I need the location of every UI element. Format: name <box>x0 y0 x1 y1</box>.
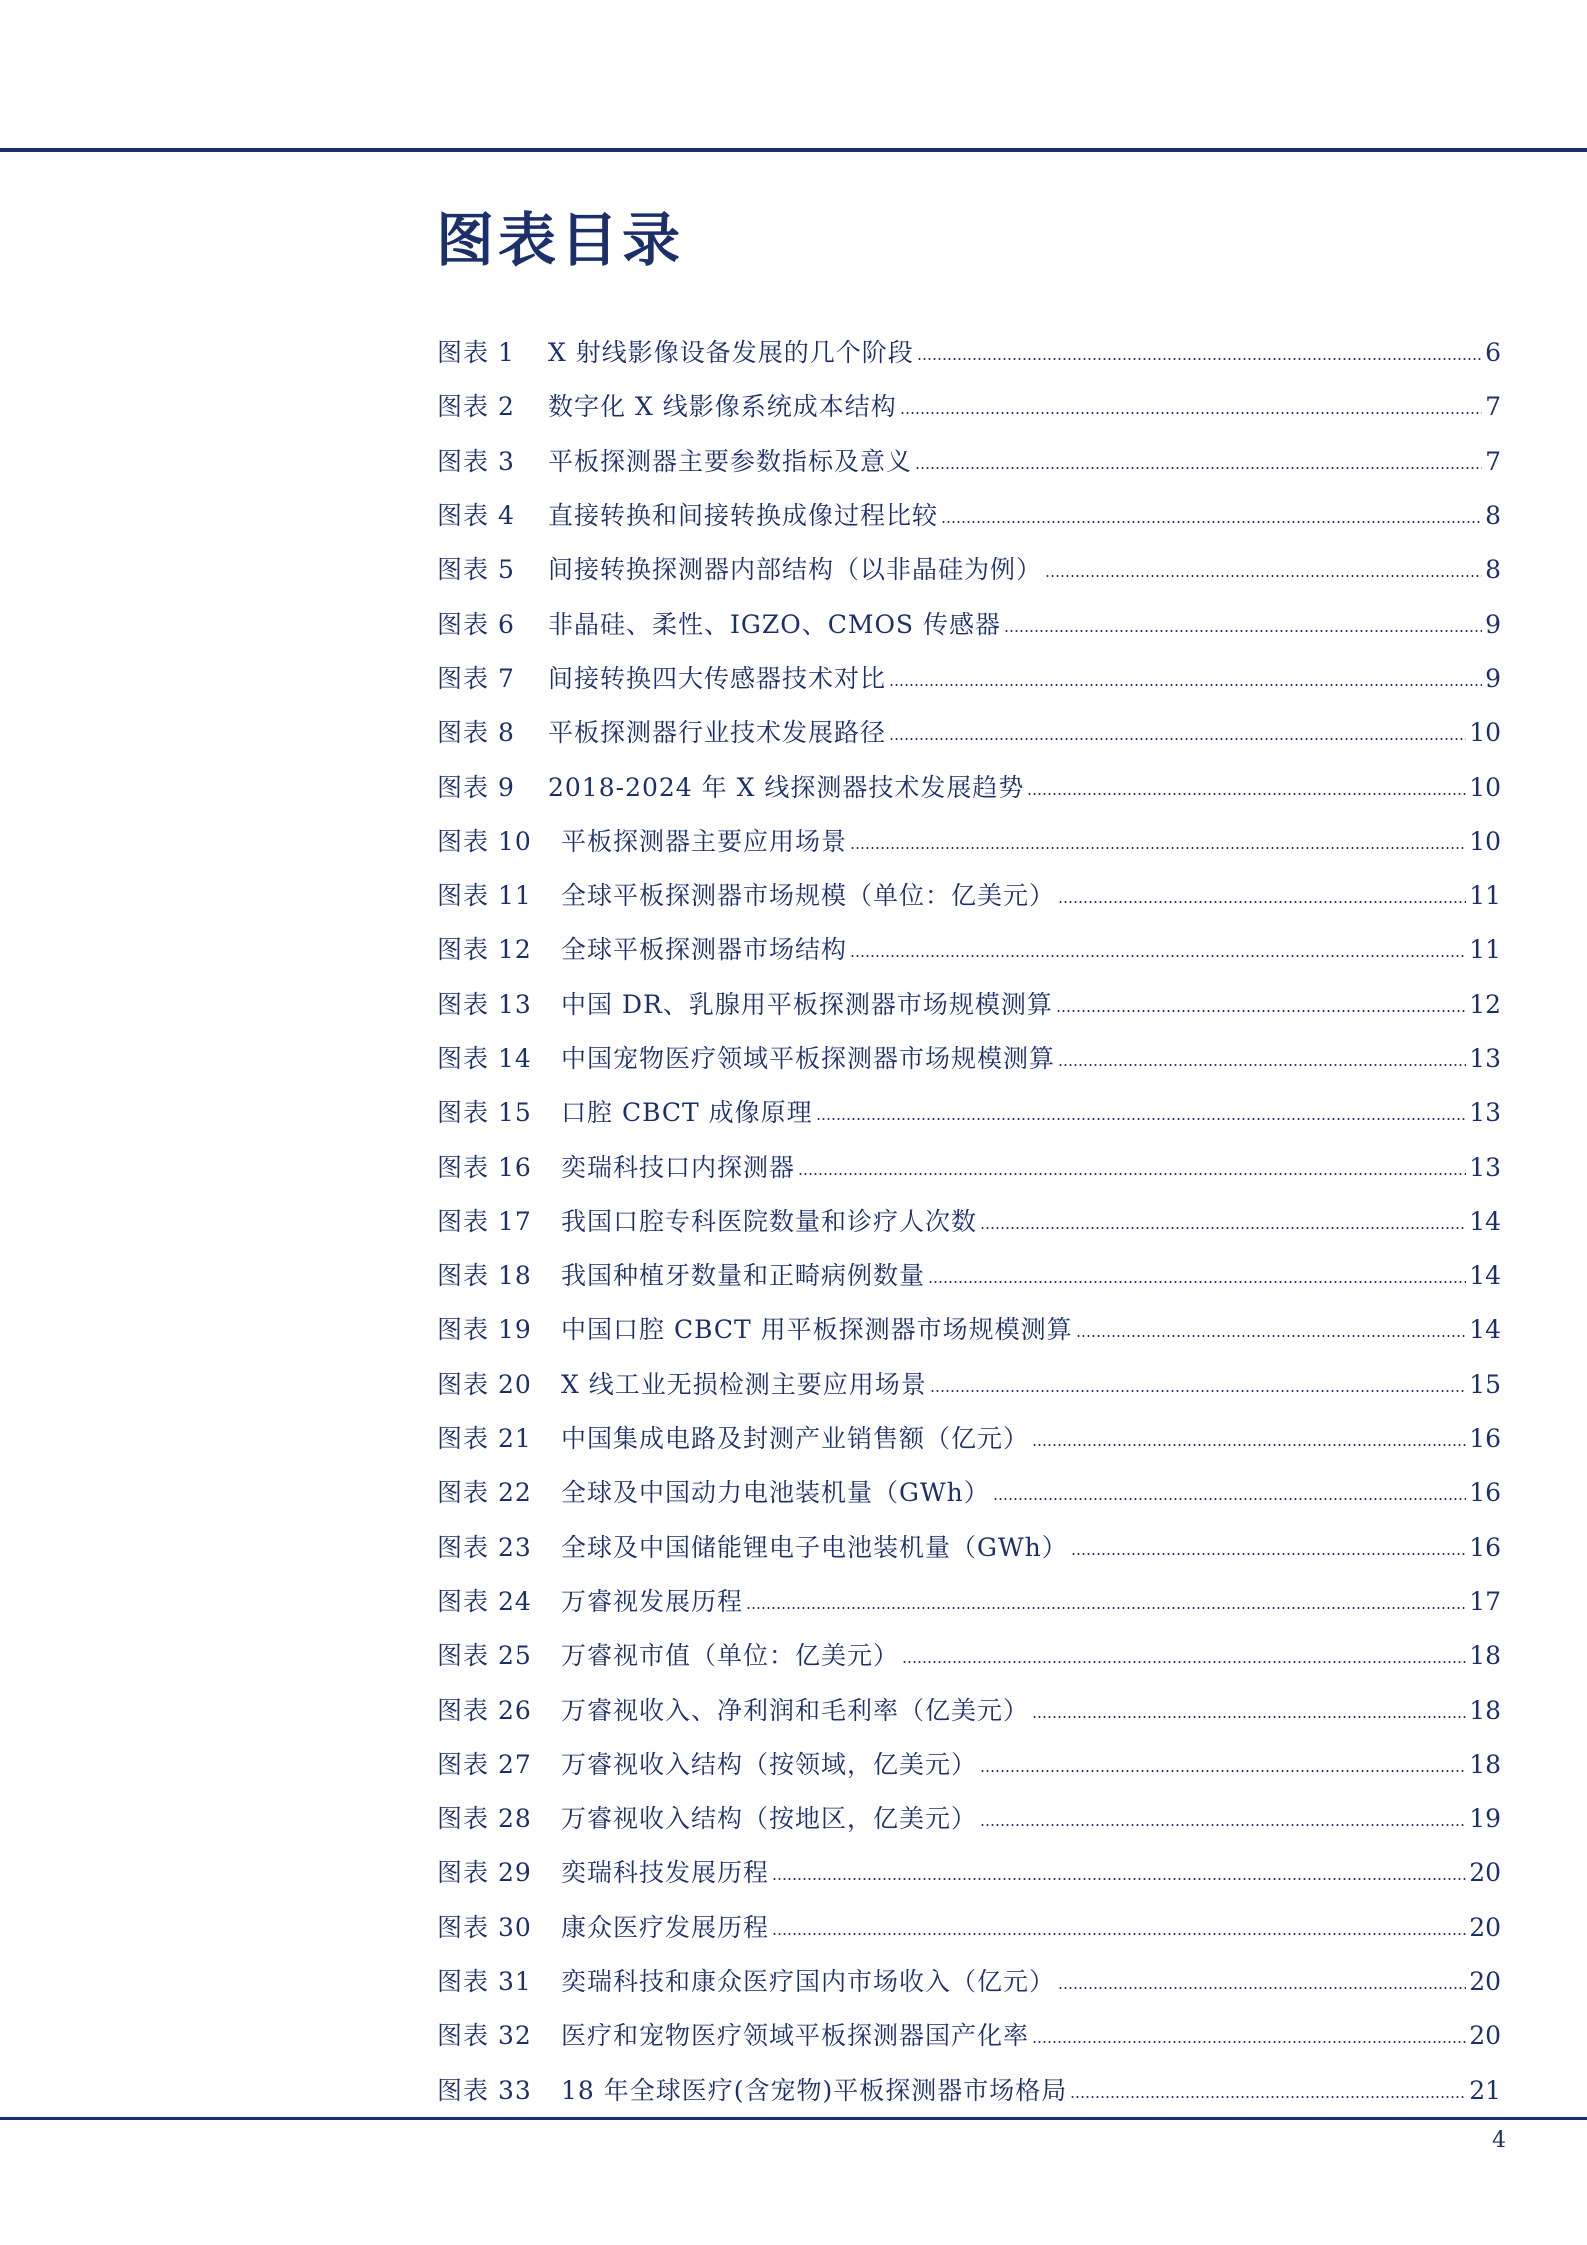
toc-entry[interactable] <box>437 706 1501 760</box>
dot-leader <box>1056 1010 1466 1012</box>
figure-label: 图表 9 <box>437 772 515 802</box>
figure-label: 图表 29 <box>437 1858 532 1888</box>
table-of-figures <box>437 326 1501 2118</box>
figure-label: 图表 25 <box>437 1641 532 1671</box>
figure-title: 直接转换和间接转换成像过程比较 <box>548 501 939 531</box>
dot-leader <box>746 1607 1466 1609</box>
figure-label: 图表 1 <box>437 338 515 368</box>
figure-label: 图表 17 <box>437 1206 532 1236</box>
figure-page-number: 7 <box>1485 392 1501 422</box>
dot-leader <box>1027 793 1466 795</box>
toc-entry[interactable] <box>437 1466 1501 1520</box>
figure-title: 口腔 CBCT 成像原理 <box>561 1098 813 1128</box>
figure-title: 我国口腔专科医院数量和诊疗人次数 <box>561 1206 978 1236</box>
figure-page-number: 8 <box>1485 501 1501 531</box>
figure-page-number: 15 <box>1469 1369 1501 1399</box>
figure-page-number: 13 <box>1469 1152 1501 1182</box>
dot-leader <box>1032 1716 1466 1718</box>
toc-entry[interactable] <box>437 1303 1501 1357</box>
toc-entry[interactable] <box>437 760 1501 814</box>
figure-title: 平板探测器主要应用场景 <box>561 826 848 856</box>
toc-entry[interactable] <box>437 1086 1501 1140</box>
figure-label: 图表 16 <box>437 1152 532 1182</box>
toc-entry[interactable] <box>437 1629 1501 1683</box>
figure-title: 奕瑞科技口内探测器 <box>561 1152 796 1182</box>
toc-entry[interactable] <box>437 1738 1501 1792</box>
dot-leader <box>1058 901 1466 903</box>
figure-label: 图表 12 <box>437 935 532 965</box>
figure-page-number: 16 <box>1469 1478 1501 1508</box>
dot-leader <box>993 1498 1466 1500</box>
dot-leader <box>1045 575 1482 577</box>
figure-title: 中国宠物医疗领域平板探测器市场规模测算 <box>561 1044 1056 1073</box>
figure-page-number: 10 <box>1469 826 1501 856</box>
figure-label: 图表 10 <box>437 826 532 856</box>
figure-page-number: 8 <box>1485 555 1501 585</box>
toc-entry[interactable] <box>437 923 1501 977</box>
dot-leader <box>772 1878 1466 1880</box>
dot-leader <box>816 1118 1467 1120</box>
figure-page-number: 18 <box>1469 1695 1501 1725</box>
figure-page-number: 11 <box>1469 935 1501 965</box>
figure-title: 中国集成电路及封测产业销售额（亿元） <box>561 1424 1030 1454</box>
toc-entry[interactable] <box>437 2009 1501 2063</box>
figure-title: 平板探测器行业技术发展路径 <box>548 718 887 748</box>
dot-leader <box>902 1661 1466 1663</box>
figure-title: 全球及中国动力电池装机量（GWh） <box>561 1478 990 1508</box>
figure-page-number: 10 <box>1469 718 1501 748</box>
figure-page-number: 13 <box>1469 1098 1501 1128</box>
top-rule <box>0 148 1587 152</box>
figure-page-number: 14 <box>1469 1261 1501 1291</box>
figure-title: 万睿视发展历程 <box>561 1586 744 1616</box>
figure-page-number: 21 <box>1469 2075 1501 2105</box>
dot-leader <box>930 1390 1466 1392</box>
dot-leader <box>980 1770 1466 1772</box>
toc-entry[interactable] <box>437 435 1501 489</box>
figure-page-number: 11 <box>1469 881 1501 911</box>
figure-page-number: 13 <box>1469 1044 1501 1073</box>
dot-leader <box>980 1824 1466 1826</box>
figure-page-number: 14 <box>1469 1206 1501 1236</box>
figure-page-number: 20 <box>1469 2021 1501 2051</box>
figure-page-number: 20 <box>1469 1912 1501 1942</box>
dot-leader <box>1076 1335 1467 1337</box>
figure-page-number: 18 <box>1469 1641 1501 1671</box>
figure-label: 图表 24 <box>437 1586 532 1616</box>
figure-label: 图表 6 <box>437 609 515 639</box>
dot-leader <box>850 955 1466 957</box>
toc-entry[interactable] <box>437 1955 1501 2009</box>
dot-leader <box>917 358 1482 360</box>
figure-page-number: 7 <box>1485 446 1501 476</box>
figure-page-number: 17 <box>1469 1586 1501 1616</box>
toc-entry[interactable] <box>437 1195 1501 1249</box>
dot-leader <box>889 684 1482 686</box>
page-title: 图表目录 <box>436 206 685 274</box>
figure-title: 中国口腔 CBCT 用平板探测器市场规模测算 <box>561 1315 1073 1345</box>
toc-entry[interactable] <box>437 326 1501 380</box>
toc-entry[interactable] <box>437 380 1501 434</box>
figure-page-number: 19 <box>1469 1804 1501 1834</box>
figure-label: 图表 7 <box>437 663 515 693</box>
dot-leader <box>1004 630 1482 632</box>
dot-leader <box>850 847 1466 849</box>
figure-title: 全球平板探测器市场规模（单位：亿美元） <box>561 881 1056 911</box>
figure-title: 数字化 X 线影像系统成本结构 <box>548 392 897 422</box>
figure-title: 医疗和宠物医疗领域平板探测器国产化率 <box>561 2021 1030 2051</box>
toc-entry[interactable] <box>437 1249 1501 1303</box>
figure-title: 全球及中国储能锂电子电池装机量（GWh） <box>561 1532 1068 1562</box>
figure-label: 图表 4 <box>437 501 515 531</box>
toc-entry[interactable] <box>437 1140 1501 1194</box>
figure-label: 图表 20 <box>437 1369 532 1399</box>
figure-title: 万睿视收入结构（按领域，亿美元） <box>561 1749 978 1779</box>
dot-leader <box>1058 1064 1466 1066</box>
figure-label: 图表 26 <box>437 1695 532 1725</box>
toc-entry[interactable] <box>437 1412 1501 1466</box>
toc-entry[interactable] <box>437 1032 1501 1086</box>
figure-label: 图表 5 <box>437 555 515 585</box>
figure-label: 图表 19 <box>437 1315 532 1345</box>
figure-title: 全球平板探测器市场结构 <box>561 935 848 965</box>
figure-label: 图表 18 <box>437 1261 532 1291</box>
dot-leader <box>889 738 1466 740</box>
toc-entry[interactable] <box>437 815 1501 869</box>
figure-title: 我国种植牙数量和正畸病例数量 <box>561 1261 926 1291</box>
dot-leader <box>1070 2096 1466 2098</box>
bottom-rule <box>0 2117 1587 2120</box>
dot-leader <box>900 412 1482 414</box>
toc-entry[interactable] <box>437 1792 1501 1846</box>
figure-page-number: 9 <box>1485 609 1501 639</box>
figure-page-number: 14 <box>1469 1315 1501 1345</box>
figure-title: 万睿视收入、净利润和毛利率（亿美元） <box>561 1695 1030 1725</box>
dot-leader <box>915 467 1482 469</box>
dot-leader <box>1032 1444 1466 1446</box>
toc-entry[interactable] <box>437 869 1501 923</box>
figure-label: 图表 8 <box>437 718 515 748</box>
dot-leader <box>1071 1553 1466 1555</box>
figure-label: 图表 3 <box>437 446 515 476</box>
figure-title: X 线工业无损检测主要应用场景 <box>561 1369 927 1399</box>
figure-label: 图表 11 <box>437 881 532 911</box>
figure-label: 图表 22 <box>437 1478 532 1508</box>
toc-entry[interactable] <box>437 597 1501 651</box>
figure-label: 图表 23 <box>437 1532 532 1562</box>
figure-title: 间接转换四大传感器技术对比 <box>548 663 887 693</box>
dot-leader <box>1058 1987 1466 1989</box>
figure-label: 图表 33 <box>437 2075 532 2105</box>
toc-entry[interactable] <box>437 1846 1501 1900</box>
figure-title: 2018-2024 年 X 线探测器技术发展趋势 <box>548 772 1025 802</box>
figure-page-number: 20 <box>1469 1967 1501 1997</box>
dot-leader <box>928 1281 1466 1283</box>
figure-page-number: 10 <box>1469 772 1501 802</box>
toc-entry[interactable] <box>437 1683 1501 1737</box>
figure-label: 图表 32 <box>437 2021 532 2051</box>
figure-page-number: 6 <box>1485 338 1501 368</box>
figure-page-number: 12 <box>1469 989 1501 1019</box>
figure-page-number: 18 <box>1469 1749 1501 1779</box>
figure-page-number: 9 <box>1485 663 1501 693</box>
toc-entry[interactable] <box>437 978 1501 1032</box>
dot-leader <box>980 1227 1466 1229</box>
dot-leader <box>941 521 1482 523</box>
figure-title: 康众医疗发展历程 <box>561 1912 770 1942</box>
figure-title: 中国 DR、乳腺用平板探测器市场规模测算 <box>561 989 1053 1019</box>
figure-title: 平板探测器主要参数指标及意义 <box>548 446 913 476</box>
figure-title: X 射线影像设备发展的几个阶段 <box>548 338 914 368</box>
figure-label: 图表 30 <box>437 1912 532 1942</box>
toc-entry[interactable] <box>437 652 1501 706</box>
figure-label: 图表 13 <box>437 989 532 1019</box>
figure-label: 图表 14 <box>437 1044 532 1073</box>
figure-label: 图表 28 <box>437 1804 532 1834</box>
figure-title: 18 年全球医疗(含宠物)平板探测器市场格局 <box>561 2075 1068 2105</box>
toc-entry[interactable] <box>437 543 1501 597</box>
figure-title: 万睿视收入结构（按地区，亿美元） <box>561 1804 978 1834</box>
toc-entry[interactable] <box>437 1901 1501 1955</box>
dot-leader <box>798 1173 1466 1175</box>
figure-page-number: 16 <box>1469 1532 1501 1562</box>
figure-label: 图表 21 <box>437 1424 532 1454</box>
figure-title: 间接转换探测器内部结构（以非晶硅为例） <box>548 555 1043 585</box>
figure-title: 万睿视市值（单位：亿美元） <box>561 1641 900 1671</box>
figure-title: 奕瑞科技和康众医疗国内市场收入（亿元） <box>561 1967 1056 1997</box>
figure-label: 图表 27 <box>437 1749 532 1779</box>
page-number: 4 <box>1492 2128 1506 2153</box>
toc-entry[interactable] <box>437 1358 1501 1412</box>
dot-leader <box>772 1933 1466 1935</box>
figure-label: 图表 15 <box>437 1098 532 1128</box>
figure-title: 非晶硅、柔性、IGZO、CMOS 传感器 <box>548 609 1002 639</box>
figure-page-number: 16 <box>1469 1424 1501 1454</box>
figure-label: 图表 2 <box>437 392 515 422</box>
toc-entry[interactable] <box>437 1521 1501 1575</box>
dot-leader <box>1032 2041 1466 2043</box>
toc-entry[interactable] <box>437 2064 1501 2118</box>
toc-entry[interactable] <box>437 1575 1501 1629</box>
figure-label: 图表 31 <box>437 1967 532 1997</box>
toc-entry[interactable] <box>437 489 1501 543</box>
figure-page-number: 20 <box>1469 1858 1501 1888</box>
figure-title: 奕瑞科技发展历程 <box>561 1858 770 1888</box>
